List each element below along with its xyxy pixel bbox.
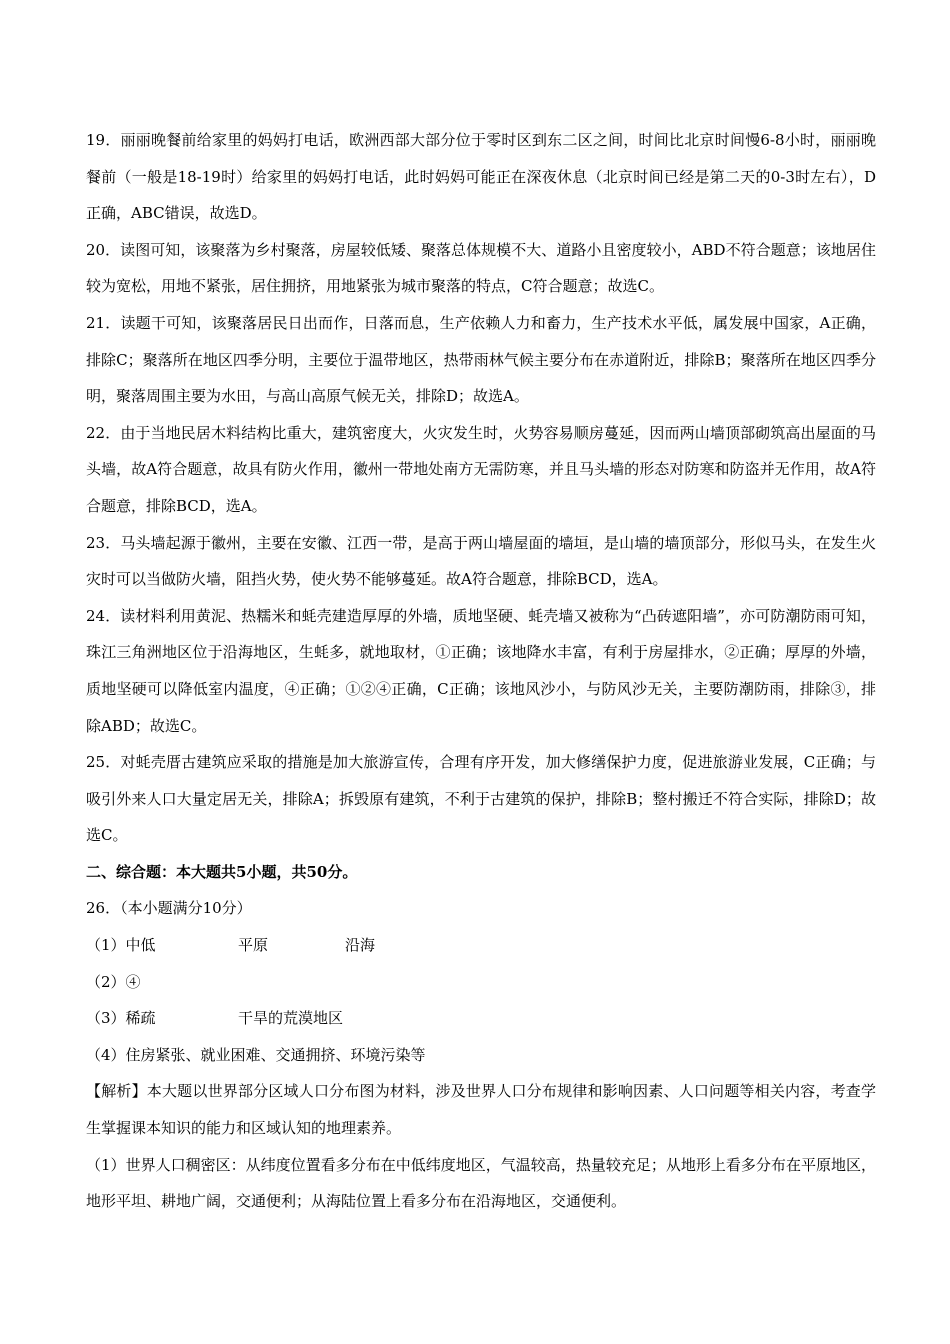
analysis-part-1: （1）世界人口稠密区：从纬度位置看多分布在中低纬度地区，气温较高，热量较充足；从地形上看多分布在平原地区，地形平坦、耕地广阔，交通便利；从海陆位置上看多分布在沿海地区，交通便利。	[86, 1155, 876, 1211]
answer-1-a: （1）中低	[86, 936, 156, 955]
answer-explanation-23: 23．马头墙起源于徽州，主要在安徽、江西一带，是高于两山墙屋面的墙垣，是山墙的墙顶部分，形似马头，在发生火灾时可以当做防火墙，阻挡火势，使火势不能够蔓延。故A符合题意，排除BCD，选A。	[86, 533, 876, 589]
section-heading: 二、综合题：本大题共5小题，共50分。	[86, 862, 358, 881]
question-26-header: 26．（本小题满分10分）	[86, 899, 252, 918]
answer-3-b: 干旱的荒漠地区	[238, 1009, 344, 1028]
answer-row-4: （4）住房紧张、就业困难、交通拥挤、环境污染等	[86, 1045, 426, 1064]
answer-row-3	[86, 1000, 876, 1037]
answer-explanation-20: 20．读图可知，该聚落为乡村聚落，房屋较低矮、聚落总体规模不大、道路小且密度较小，ABD不符合题意；该地居住较为宽松，用地不紧张，居住拥挤，用地紧张为城市聚落的特点，C符合题意；故选C。	[86, 240, 876, 296]
answer-explanation-21: 21．读题干可知，该聚落居民日出而作，日落而息，生产依赖人力和畜力，生产技术水平低，属发展中国家，A正确，排除C；聚落所在地区四季分明，主要位于温带地区，热带雨林气候主要分布在赤道附近，排除B；聚落所在地区四季分明，聚落周围主要为水田，与高山高原气候无关，排除D；故选A。	[86, 313, 876, 406]
answer-1-c: 沿海	[345, 936, 376, 955]
answer-1-b: 平原	[238, 936, 269, 955]
answer-explanation-22: 22．由于当地民居木料结构比重大，建筑密度大，火灾发生时，火势容易顺房蔓延，因而两山墙顶部砌筑高出屋面的马头墙，故A符合题意，故具有防火作用，徽州一带地处南方无需防寒，并且马头墙的形态对防寒和防盗并无作用，故A符合题意，排除BCD，选A。	[86, 423, 876, 515]
analysis-intro: 【解析】本大题以世界部分区域人口分布图为材料，涉及世界人口分布规律和影响因素、人口问题等相关内容，考查学生掌握课本知识的能力和区域认知的地理素养。	[86, 1082, 876, 1138]
answer-explanation-25: 25．对蚝壳厝古建筑应采取的措施是加大旅游宣传，合理有序开发，加大修缮保护力度，促进旅游业发展，C正确；与吸引外来人口大量定居无关，排除A；拆毁原有建筑，不利于古建筑的保护，排除B；整村搬迁不符合实际，排除D；故选C。	[86, 753, 876, 845]
answer-explanation-24: 24．读材料利用黄泥、热糯米和蚝壳建造厚厚的外墙，质地坚硬、蚝壳墙又被称为“凸砖遮阳墙”，亦可防潮防雨可知，珠江三角洲地区位于沿海地区，生蚝多，就地取材，①正确；该地降水丰富，有利于房屋排水，②正确；厚厚的外墙，质地坚硬可以降低室内温度，④正确；①②④正确，C正确；该地风沙小，与防风沙无关，主要防潮防雨，排除③，排除ABD；故选C。	[86, 606, 876, 735]
document-page	[86, 122, 876, 1220]
answer-row-1	[86, 927, 876, 964]
answer-row-2: （2）④	[86, 972, 141, 991]
answer-3-a: （3）稀疏	[86, 1009, 156, 1028]
answer-explanation-19: 19．丽丽晚餐前给家里的妈妈打电话，欧洲西部大部分位于零时区到东二区之间，时间比北京时间慢6-8小时，丽丽晚餐前（一般是18-19时）给家里的妈妈打电话，此时妈妈可能正在深夜休息（北京时间已经是第二天的0-3时左右），D正确，ABC错误，故选D。	[86, 131, 876, 223]
